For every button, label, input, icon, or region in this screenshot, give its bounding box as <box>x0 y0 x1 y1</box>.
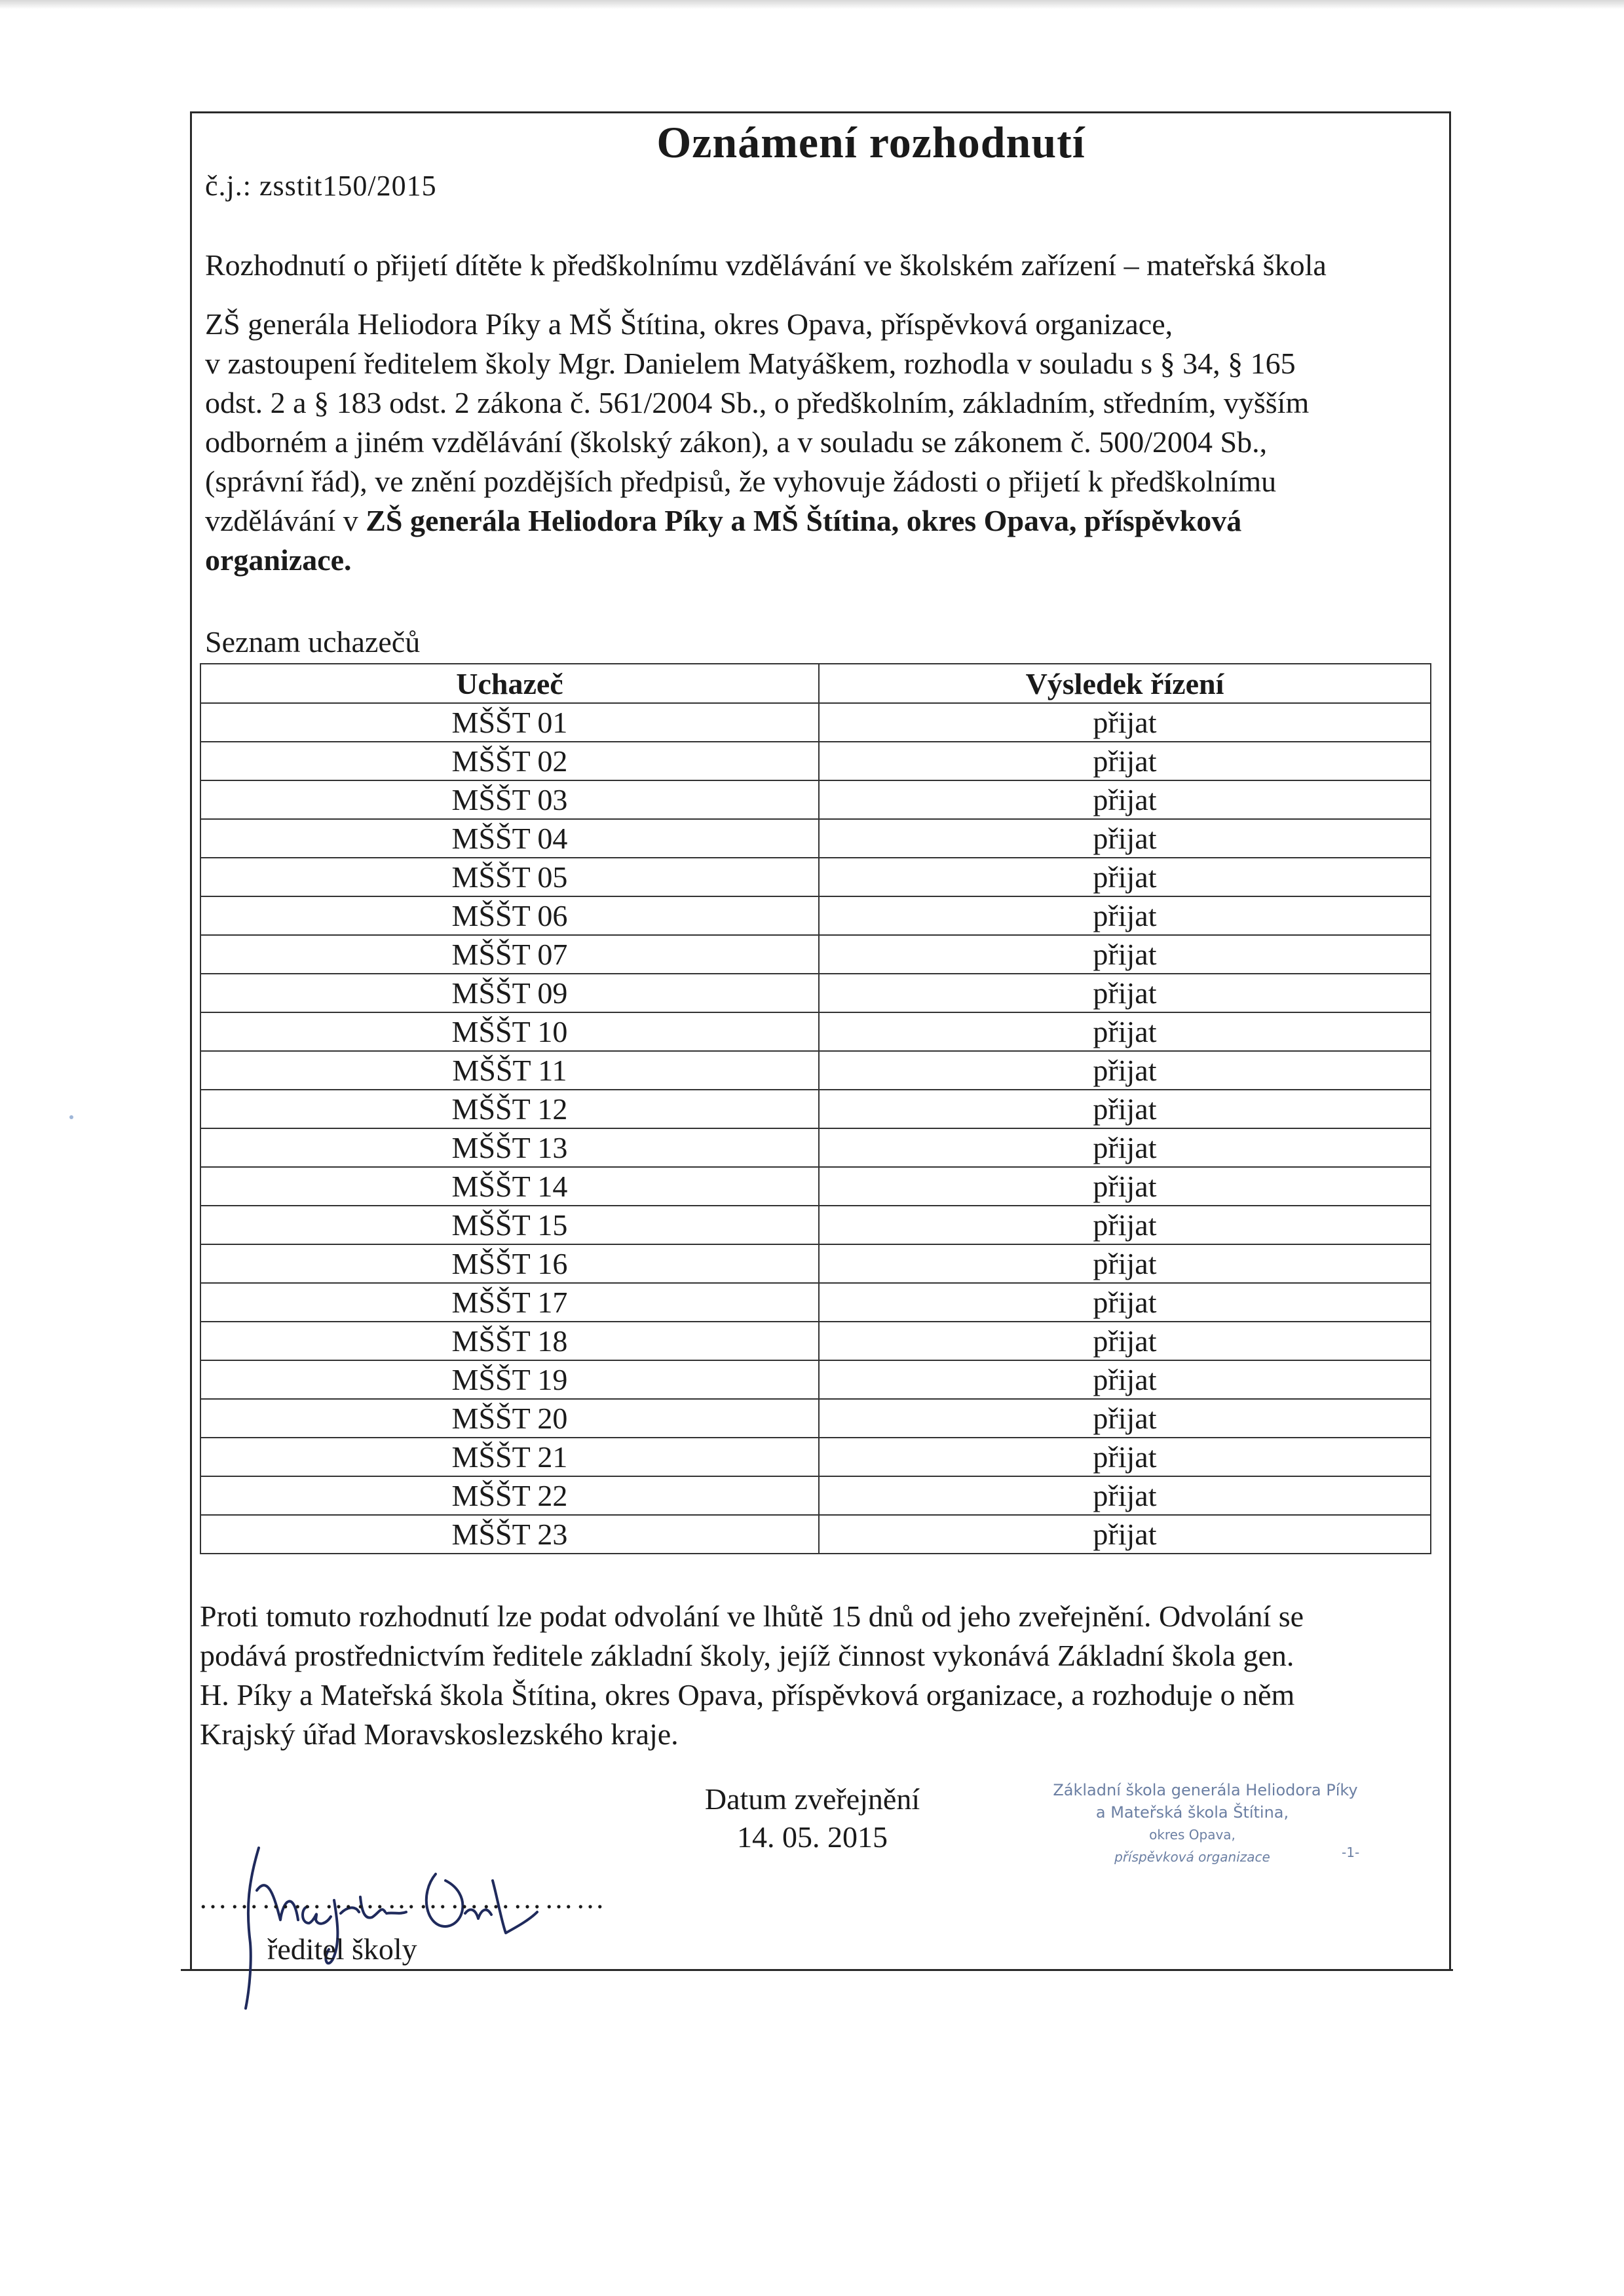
school-stamp <box>1009 1779 1376 1868</box>
result-status: přijat <box>819 935 1431 974</box>
intro-line-8 <box>205 543 352 577</box>
intro-line-6: (správní řád), ve znění pozdějších předpisů, že vyhovuje žádosti o přijetí k předškolnímu <box>205 465 1277 498</box>
applicant-code: MŠŠT 01 <box>200 703 819 742</box>
handwritten-signature <box>210 1828 550 2012</box>
scan-edge <box>0 0 1624 9</box>
applicant-code: MŠŠT 11 <box>200 1051 819 1090</box>
stamp-line-2: a Mateřská škola Štítina, <box>1095 1803 1289 1822</box>
result-status: přijat <box>819 1322 1431 1360</box>
result-status: přijat <box>819 1438 1431 1476</box>
table-row <box>200 974 1431 1012</box>
intro-line-3: v zastoupení ředitelem školy Mgr. Danielem Matyáškem, rozhodla v souladu s § 34, § 165 <box>205 347 1296 380</box>
applicant-code: MŠŠT 09 <box>200 974 819 1012</box>
applicant-code: MŠŠT 20 <box>200 1399 819 1438</box>
result-status: přijat <box>819 1051 1431 1090</box>
applicant-code: MŠŠT 07 <box>200 935 819 974</box>
table-row <box>200 1515 1431 1554</box>
table-row <box>200 1322 1431 1360</box>
result-status: přijat <box>819 1515 1431 1554</box>
stamp-line-3: okres Opava, <box>1149 1827 1236 1843</box>
page-title: Oznámení rozhodnutí <box>656 117 1086 167</box>
table-body <box>200 703 1431 1554</box>
applicant-code: MŠŠT 03 <box>200 780 819 819</box>
applicants-table <box>200 663 1431 1554</box>
signature-label: ředitel školy <box>267 1932 417 1966</box>
intro-line-4: odst. 2 a § 183 odst. 2 zákona č. 561/2004 Sb., o předškolním, základním, středním, vyšším <box>205 386 1310 419</box>
stamp-number: -1- <box>1342 1845 1360 1860</box>
result-status: přijat <box>819 1360 1431 1399</box>
table-row <box>200 896 1431 935</box>
applicant-code: MŠŠT 17 <box>200 1283 819 1322</box>
applicant-code: MŠŠT 10 <box>200 1012 819 1051</box>
appeal-line-2: podává prostřednictvím ředitele základní školy, jejíž činnost vykonává Základní škola gen. <box>200 1639 1294 1672</box>
table-row <box>200 1167 1431 1206</box>
table-row <box>200 1360 1431 1399</box>
table-row <box>200 1012 1431 1051</box>
intro-line-1: Rozhodnutí o přijetí dítěte k předškolnímu vzdělávání ve školském zařízení – mateřská škola <box>205 248 1327 282</box>
appeal-line-1: Proti tomuto rozhodnutí lze podat odvolání ve lhůtě 15 dnů od jeho zveřejnění. Odvolání se <box>200 1599 1304 1633</box>
applicant-code: MŠŠT 05 <box>200 858 819 896</box>
appeal-line-4: Krajský úřad Moravskoslezského kraje. <box>200 1717 679 1751</box>
table-row <box>200 858 1431 896</box>
applicant-code: MŠŠT 14 <box>200 1167 819 1206</box>
appeal-line-3: H. Píky a Mateřská škola Štítina, okres Opava, příspěvková organizace, a rozhoduje o něm <box>200 1678 1295 1712</box>
result-status: přijat <box>819 858 1431 896</box>
applicant-code: MŠŠT 16 <box>200 1244 819 1283</box>
table-row <box>200 1128 1431 1167</box>
result-status: přijat <box>819 780 1431 819</box>
table-row <box>200 1476 1431 1515</box>
table-row <box>200 703 1431 742</box>
scan-dot <box>69 1115 73 1119</box>
column-header-applicant: Uchazeč <box>200 664 819 703</box>
applicant-code: MŠŠT 02 <box>200 742 819 780</box>
result-status: přijat <box>819 974 1431 1012</box>
applicant-code: MŠŠT 23 <box>200 1515 819 1554</box>
intro-line-7 <box>205 503 1241 538</box>
table-row <box>200 1283 1431 1322</box>
table-row <box>200 1090 1431 1128</box>
publication-block <box>681 1780 943 1856</box>
result-status: přijat <box>819 703 1431 742</box>
stamp-line-1: Základní škola generála Heliodora Píky <box>1053 1781 1358 1799</box>
result-status: přijat <box>819 819 1431 858</box>
list-caption: Seznam uchazečů <box>205 625 421 659</box>
result-status: přijat <box>819 1128 1431 1167</box>
school-name-bold: ZŠ generála Heliodora Píky a MŠ Štítina, okres Opava, příspěvková <box>366 504 1242 537</box>
table-row <box>200 1206 1431 1244</box>
applicant-code: MŠŠT 18 <box>200 1322 819 1360</box>
intro-line-5: odborném a jiném vzdělávání (školský zákon), a v souladu se zákonem č. 500/2004 Sb., <box>205 425 1268 459</box>
table-header-row <box>200 664 1431 703</box>
table-row <box>200 742 1431 780</box>
result-status: přijat <box>819 1244 1431 1283</box>
table-row <box>200 819 1431 858</box>
publication-label: Datum zveřejnění <box>704 1782 920 1816</box>
result-status: přijat <box>819 1090 1431 1128</box>
signature-line: ………………………………… <box>198 1883 607 1915</box>
stamp-line-4: příspěvková organizace <box>1114 1849 1270 1865</box>
publication-date: 14. 05. 2015 <box>737 1820 888 1854</box>
intro-line-2: ZŠ generála Heliodora Píky a MŠ Štítina, okres Opava, příspěvková organizace, <box>205 307 1173 341</box>
result-status: přijat <box>819 1012 1431 1051</box>
result-status: přijat <box>819 896 1431 935</box>
applicant-code: MŠŠT 22 <box>200 1476 819 1515</box>
applicant-code: MŠŠT 12 <box>200 1090 819 1128</box>
table-row <box>200 1051 1431 1090</box>
table-row <box>200 1399 1431 1438</box>
applicant-code: MŠŠT 15 <box>200 1206 819 1244</box>
reference-number: č.j.: zsstit150/2015 <box>205 170 437 202</box>
result-status: přijat <box>819 1476 1431 1515</box>
result-status: přijat <box>819 742 1431 780</box>
result-status: přijat <box>819 1167 1431 1206</box>
table-row <box>200 1438 1431 1476</box>
result-status: přijat <box>819 1399 1431 1438</box>
applicant-code: MŠŠT 06 <box>200 896 819 935</box>
column-header-result: Výsledek řízení <box>819 664 1431 703</box>
result-status: přijat <box>819 1206 1431 1244</box>
intro-line-7-plain: vzdělávání v <box>205 504 366 537</box>
school-name-bold-end: organizace. <box>205 543 352 577</box>
applicant-code: MŠŠT 21 <box>200 1438 819 1476</box>
table-row <box>200 780 1431 819</box>
applicant-code: MŠŠT 13 <box>200 1128 819 1167</box>
applicant-code: MŠŠT 19 <box>200 1360 819 1399</box>
result-status: přijat <box>819 1283 1431 1322</box>
table-row <box>200 935 1431 974</box>
applicant-code: MŠŠT 04 <box>200 819 819 858</box>
table-row <box>200 1244 1431 1283</box>
